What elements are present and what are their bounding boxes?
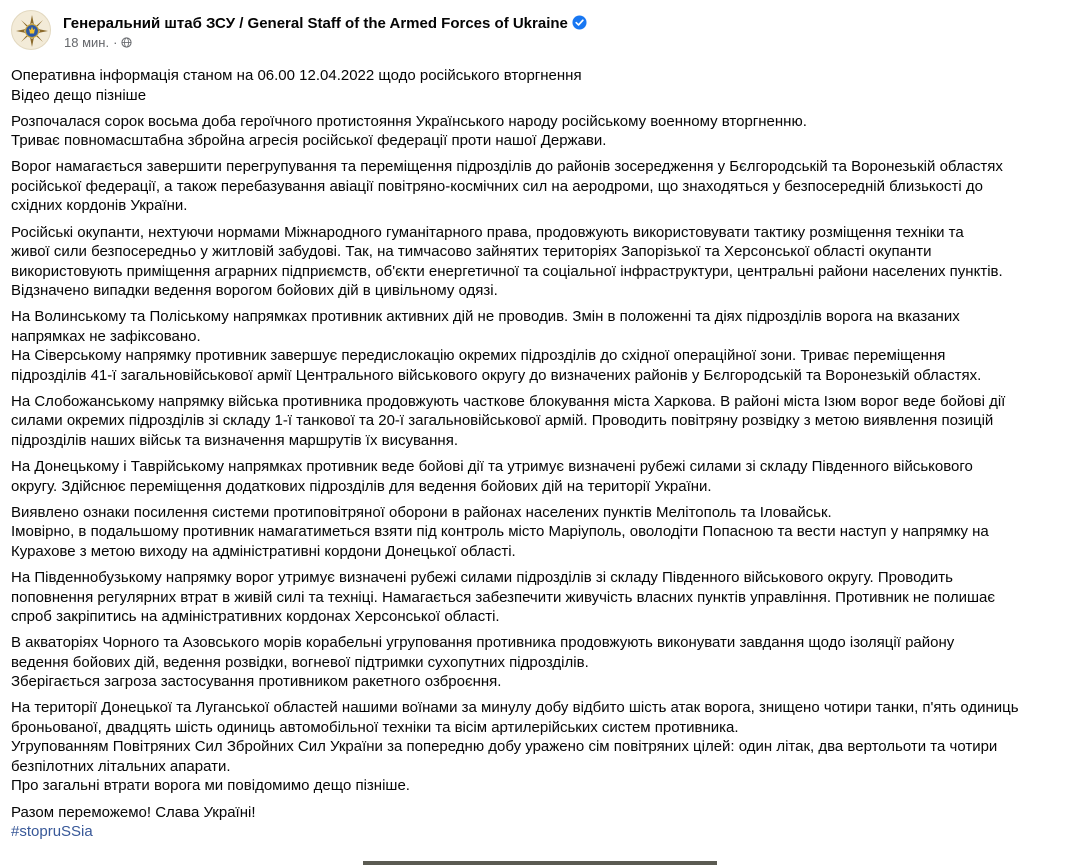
post-paragraph: Ворог намагається завершити перегрупування та переміщення підрозділів до районів зосередження у Бєлгородській та Воронезькій областях російської федерації, а також перебазування авіації повітряно-космічних сил на аеродроми, що знаходяться у безпосередній близькості до східних кордонів України. [11,158,1003,215]
post-paragraph: Виявлено ознаки посилення системи протиповітряної оборони в районах населених пунктів Мелітополь та Іловайськ. Імовірно, в подальшому противник намагатиметься взяти під контроль місто Маріуполь, оволодіти Попасною та вести наступ у напрямку на Курахове з метою виходу на адміністративні кордони Донецької області. [11,503,989,560]
post-paragraph: Розпочалася сорок восьма доба героїчного протистояння Українського народу російському военному вторгненню. Триває повномасштабна збройна агресія російської федерації проти нашої Держави. [11,112,807,150]
post-paragraph: Разом переможемо! Слава Україні! [11,803,256,821]
verified-badge-icon [572,15,587,34]
post-header [11,10,1071,54]
post-paragraph: На території Донецької та Луганської областей нашими воїнами за минулу добу відбито шість атак ворога, знищено чотири танки, п'ять одиниць броньованої, двадцять шість одиниць автомобільної техніки та вісім артилерійських систем противника. Угрупованням Повітряних Сил Збройних Сил України за попередню добу уражено сім повітряних цілей: один літак, два вертольоти та чотири безпілотних літальних апарати. Про загальні втрати ворога ми повідомимо дещо пізніше. [11,699,1019,795]
globe-icon[interactable] [121,35,132,50]
post-paragraph: На Південнобузькому напрямку ворог утримує визначені рубежі силами підрозділів зі складу Південного військового округу. Проводить поповнення регулярних втрат в живій силі та техніці. Намагається забезпечити живучість власних пунктів управління. Противник не полишає спроб закріпитись на адміністративних кордонах Херсонської області. [11,569,995,625]
post-meta [64,35,132,50]
armed-forces-emblem-icon [12,11,51,50]
video-preview-edge [363,861,717,865]
author-name-text: Генеральний штаб ЗСУ / General Staff of the Armed Forces of Ukraine [63,15,568,32]
post-paragraph: На Слобожанському напрямку війська противника продовжують часткове блокування міста Харкова. В районі міста Ізюм ворог веде бойові дії силами окремих підрозділів зі складу 1-ї танкової та 20-ї загальновійськової армій. Проводить повітряну розвідку з метою виявлення позицій підрозділів наших військ та визначення маршрутів їх висування. [11,392,1006,449]
post-paragraph: На Донецькому і Таврійському напрямках противник веде бойові дії та утримує визначені рубежі силами зі складу Південного військового округу. Здійснює переміщення додаткових підрозділів для ведення бойових дій на території України. [11,458,973,495]
page-author-name[interactable] [63,15,587,34]
meta-separator: · [113,35,118,50]
post-paragraph: Оперативна інформація станом на 06.00 12.04.2022 щодо російського вторгнення Відео дещо пізніше [11,67,582,104]
post-body [11,66,1071,842]
post-paragraph: В акваторіях Чорного та Азовського морів корабельні угруповання противника продовжують виконувати завдання щодо ізоляції району ведення бойових дій, ведення розвідки, вогневої підтримки сухопутних підрозділів. Зберігається загроза застосування противником ракетного озброєння. [11,634,955,691]
post-paragraph: На Волинському та Поліському напрямках противник активних дій не проводив. Змін в положенні та діях підрозділів ворога на вказаних напрямках не зафіксовано. На Сіверському напрямку противник завершує передислокацію окремих підрозділів до східної операційної зони. Триває переміщення підрозділів 41-ї загальновійськової армії Центрального військового округу до визначених районів у Бєлгородській та Воронезькій областях. [11,308,982,384]
page-avatar[interactable] [11,10,51,50]
post-timestamp[interactable]: 18 мин. [64,35,110,50]
post-paragraph: Російські окупанти, нехтуючи нормами Міжнародного гуманітарного права, продовжують використовувати тактику розміщення техніки та живої сили безпосередньо у житловій забудові. Так, на тимчасово зайнятих територіях Запорізької та Херсонської області окупанти використовують приміщення аграрних підприємств, об'єкти енергетичної та соціальної інфраструктури, центральні райони населених пунктів. Відзначено випадки ведення ворогом бойових дій в цивільному одязі. [11,223,1003,300]
hashtag-link[interactable]: #stopruSSia [11,823,93,841]
